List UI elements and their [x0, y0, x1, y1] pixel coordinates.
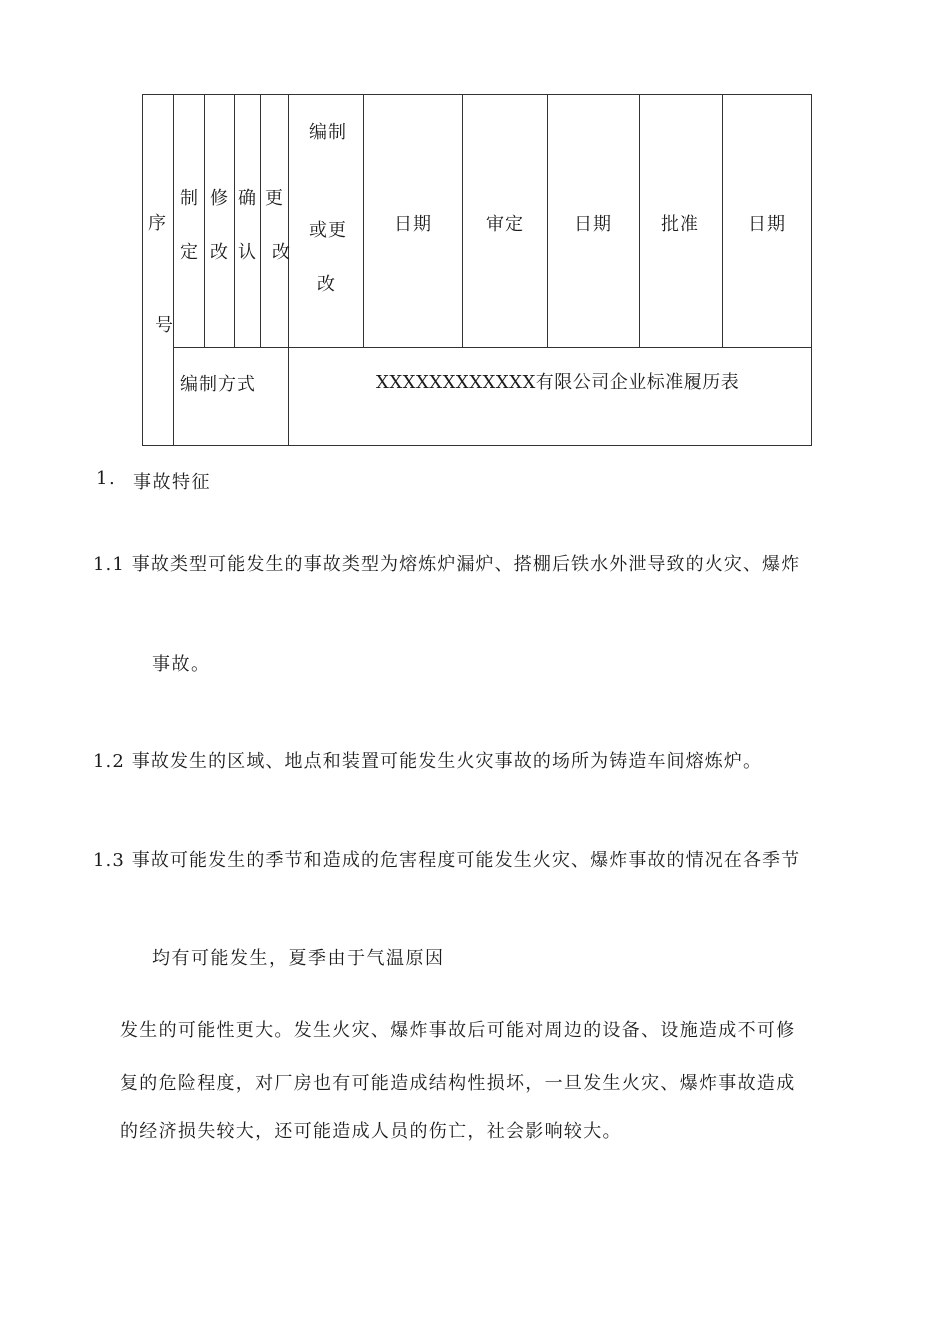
table-col-divider [639, 94, 640, 347]
table-col-divider [288, 94, 289, 446]
header-modify-2: 改 [210, 242, 229, 263]
table-col-divider [234, 94, 235, 347]
section-1-2-line-1: 1.2 事故发生的区域、地点和装置可能发生火灾事故的场所为铸造车间熔炼炉。 [93, 751, 763, 772]
table-border-left [142, 94, 143, 446]
paragraph-line-2: 复的危险程度，对厂房也有可能造成结构性损坏，一旦发生火灾、爆炸事故造成 [120, 1073, 796, 1094]
table-col-divider [363, 94, 364, 347]
header-confirm-1: 确 [238, 188, 257, 209]
section-1-number: 1. [96, 468, 117, 489]
header-change-2: 改 [272, 242, 291, 263]
header-formulate-1: 制 [180, 188, 199, 209]
header-editor-1: 编制 [309, 122, 347, 143]
table-col-divider [722, 94, 723, 347]
header-confirm-2: 认 [238, 242, 257, 263]
header-date-1: 日期 [394, 214, 432, 235]
header-review: 审定 [486, 214, 524, 235]
table-row-divider [173, 347, 812, 348]
table-border-right [811, 94, 812, 446]
header-date-2: 日期 [574, 214, 612, 235]
table-col-divider [260, 94, 261, 347]
paragraph-line-3: 的经济损失较大，还可能造成人员的伤亡，社会影响较大。 [120, 1121, 622, 1142]
table-col-divider [204, 94, 205, 347]
section-1-title: 事故特征 [133, 472, 211, 493]
table-border-bottom [142, 445, 812, 446]
table-col-divider [547, 94, 548, 347]
header-change-1: 更 [265, 188, 284, 209]
header-date-3: 日期 [748, 214, 786, 235]
section-1-1-line-2: 事故。 [152, 654, 211, 675]
header-seq-top: 序 [148, 213, 167, 234]
header-editor-2: 或更 [309, 220, 347, 241]
method-label: 编制方式 [180, 374, 256, 395]
paragraph-line-1: 发生的可能性更大。发生火灾、爆炸事故后可能对周边的设备、设施造成不可修 [120, 1020, 796, 1041]
table-border-top [142, 94, 812, 95]
header-editor-3: 改 [317, 274, 336, 295]
header-formulate-2: 定 [180, 242, 199, 263]
section-1-1-line-1: 1.1 事故类型可能发生的事故类型为熔炼炉漏炉、搭棚后铁水外泄导致的火灾、爆炸 [93, 554, 801, 575]
header-modify-1: 修 [210, 188, 229, 209]
header-approve: 批准 [661, 214, 699, 235]
table-col-divider [173, 94, 174, 446]
header-seq-bottom: 号 [155, 315, 174, 336]
method-value: XXXXXXXXXXXX有限公司企业标准履历表 [376, 372, 740, 393]
section-1-3-line-2: 均有可能发生，夏季由于气温原因 [152, 948, 445, 969]
table-col-divider [462, 94, 463, 347]
section-1-3-line-1: 1.3 事故可能发生的季节和造成的危害程度可能发生火灾、爆炸事故的情况在各季节 [93, 850, 801, 871]
